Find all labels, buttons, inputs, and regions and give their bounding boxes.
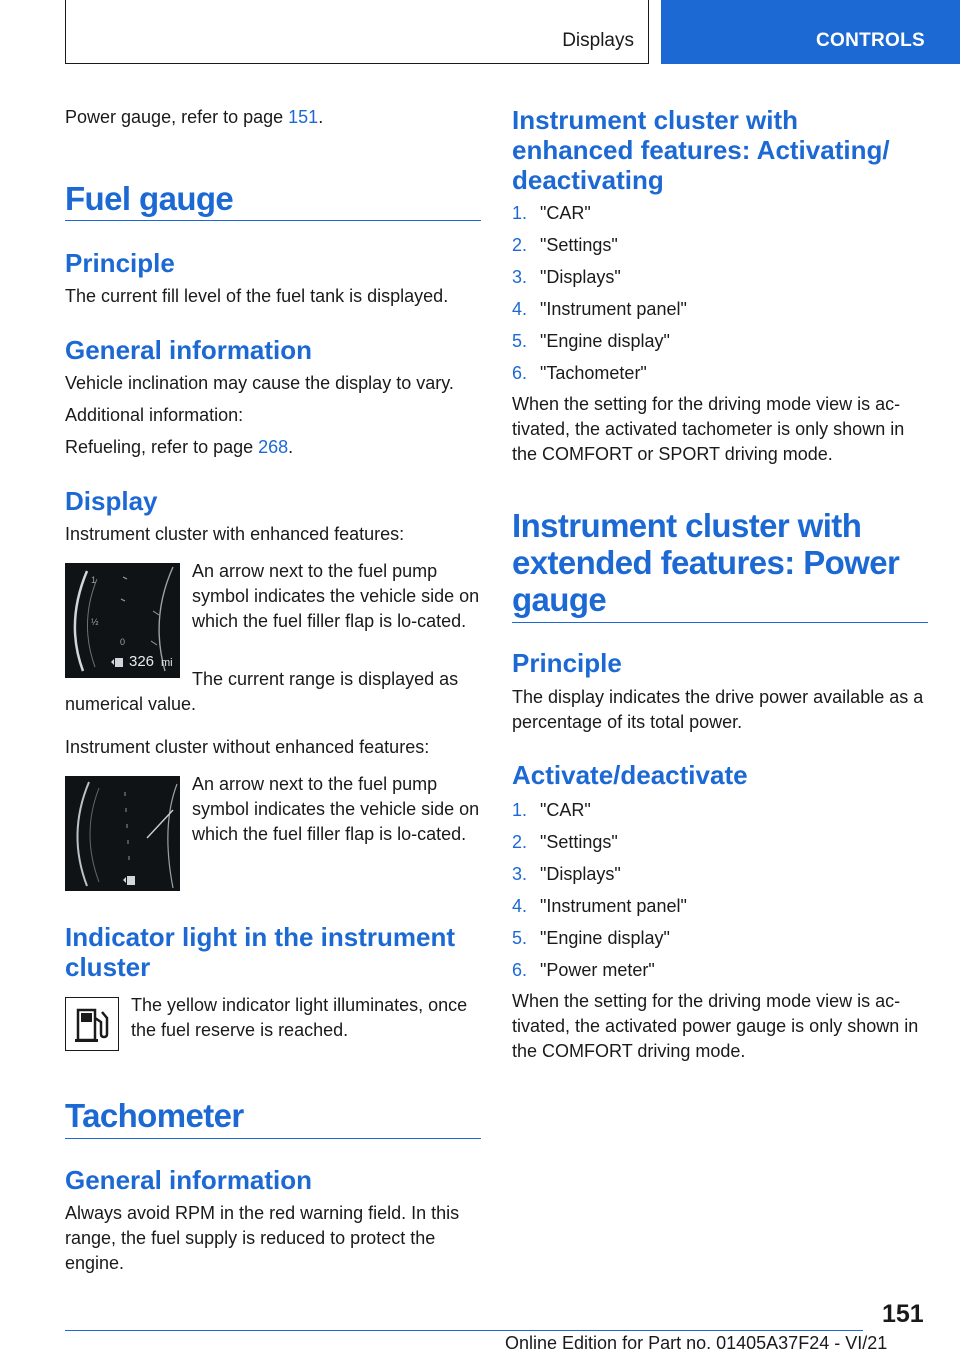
section-divider xyxy=(65,220,481,221)
standard-cluster-description: An arrow next to the fuel pump symbol indicates the vehicle side on which the fuel filler flap is lo‐cated. xyxy=(192,774,480,844)
tachometer-steps-list xyxy=(512,197,928,389)
activate-tachometer-heading: Instrument cluster with enhanced features: Activating/ deactivating xyxy=(512,105,890,195)
power-steps-list xyxy=(512,794,928,986)
tachometer-general-heading: General information xyxy=(65,1165,313,1195)
indicator-light-text: The yellow indicator light illuminates, once the fuel reserve is reached. xyxy=(131,995,468,1040)
section-divider xyxy=(512,622,928,623)
power-steps-note: When the setting for the driving mode view is ac‐tivated, the activated power gauge is only shown in the COMFORT driving mode. xyxy=(512,991,919,1061)
enhanced-range-description: The current range is displayed as numerical value. xyxy=(65,669,459,714)
footer-divider xyxy=(65,1330,863,1331)
indicator-light-heading: Indicator light in the instrument cluster xyxy=(65,922,455,982)
activate-deactivate-heading: Activate/deactivate xyxy=(512,760,748,790)
enhanced-cluster-intro: Instrument cluster with enhanced features: xyxy=(65,524,405,544)
tachometer-heading: Tachometer xyxy=(65,1097,244,1134)
header-section-tab xyxy=(65,0,649,64)
general-info-text: Vehicle inclination may cause the display to vary. xyxy=(65,373,454,393)
list-item: 1. "CAR" xyxy=(512,800,591,820)
enhanced-cluster-description: An arrow next to the fuel pump symbol indicates the vehicle side on which the fuel filler flap is lo‐cated. xyxy=(192,561,480,631)
standard-cluster-image xyxy=(65,776,180,891)
power-gauge-heading: Instrument cluster with extended features: Power gauge xyxy=(512,507,900,618)
power-principle-text: The display indicates the drive power available as a percentage of its total power. xyxy=(512,687,924,732)
list-item: 2. "Settings" xyxy=(512,235,618,255)
list-item: 5. "Engine display" xyxy=(512,928,670,948)
standard-cluster-intro: Instrument cluster without enhanced features: xyxy=(65,737,430,757)
list-item: 6. "Power meter" xyxy=(512,960,655,980)
header-section-label: Displays xyxy=(562,30,634,51)
enhanced-cluster-image xyxy=(65,563,180,678)
refueling-reference: Refueling, refer to page 268. xyxy=(65,437,294,457)
general-info-heading: General information xyxy=(65,335,313,365)
svg-text:½: ½ xyxy=(91,617,99,627)
header-chapter-label: CONTROLS xyxy=(816,30,926,51)
principle-text: The current fill level of the fuel tank is displayed. xyxy=(65,286,449,306)
power-gauge-reference: Power gauge, refer to page 151. xyxy=(65,107,324,127)
additional-info-text: Additional information: xyxy=(65,405,244,425)
enhanced-thumb-range: 326 xyxy=(129,653,155,670)
list-item: 6. "Tachometer" xyxy=(512,363,647,383)
power-principle-heading: Principle xyxy=(512,648,622,678)
edition-text: Online Edition for Part no. 01405A37F24 - VI/21 xyxy=(505,1333,888,1353)
list-item: 3. "Displays" xyxy=(512,267,621,287)
list-item: 2. "Settings" xyxy=(512,832,618,852)
power-gauge-page-link[interactable]: 151 xyxy=(288,107,319,127)
display-heading: Display xyxy=(65,486,158,516)
svg-text:1: 1 xyxy=(91,575,97,585)
tachometer-general-text: Always avoid RPM in the red warning field. In this range, the fuel supply is reduced to protect the engine. xyxy=(65,1203,460,1273)
refueling-page-link[interactable]: 268 xyxy=(258,437,289,457)
svg-text:0: 0 xyxy=(120,637,126,647)
section-divider xyxy=(65,1138,481,1139)
list-item: 5. "Engine display" xyxy=(512,331,670,351)
list-item: 4. "Instrument panel" xyxy=(512,299,687,319)
header-chapter-tab xyxy=(661,0,960,64)
page-number: 151 xyxy=(882,1300,924,1328)
enhanced-thumb-unit: mi xyxy=(161,657,173,669)
tachometer-steps-note: When the setting for the driving mode view is ac‐tivated, the activated tachometer is only shown in the COMFORT or SPORT driving mode. xyxy=(512,394,905,464)
fuel-pump-icon xyxy=(65,997,119,1051)
fuel-gauge-heading: Fuel gauge xyxy=(65,180,234,217)
principle-heading: Principle xyxy=(65,248,175,278)
list-item: 4. "Instrument panel" xyxy=(512,896,687,916)
list-item: 1. "CAR" xyxy=(512,203,591,223)
list-item: 3. "Displays" xyxy=(512,864,621,884)
